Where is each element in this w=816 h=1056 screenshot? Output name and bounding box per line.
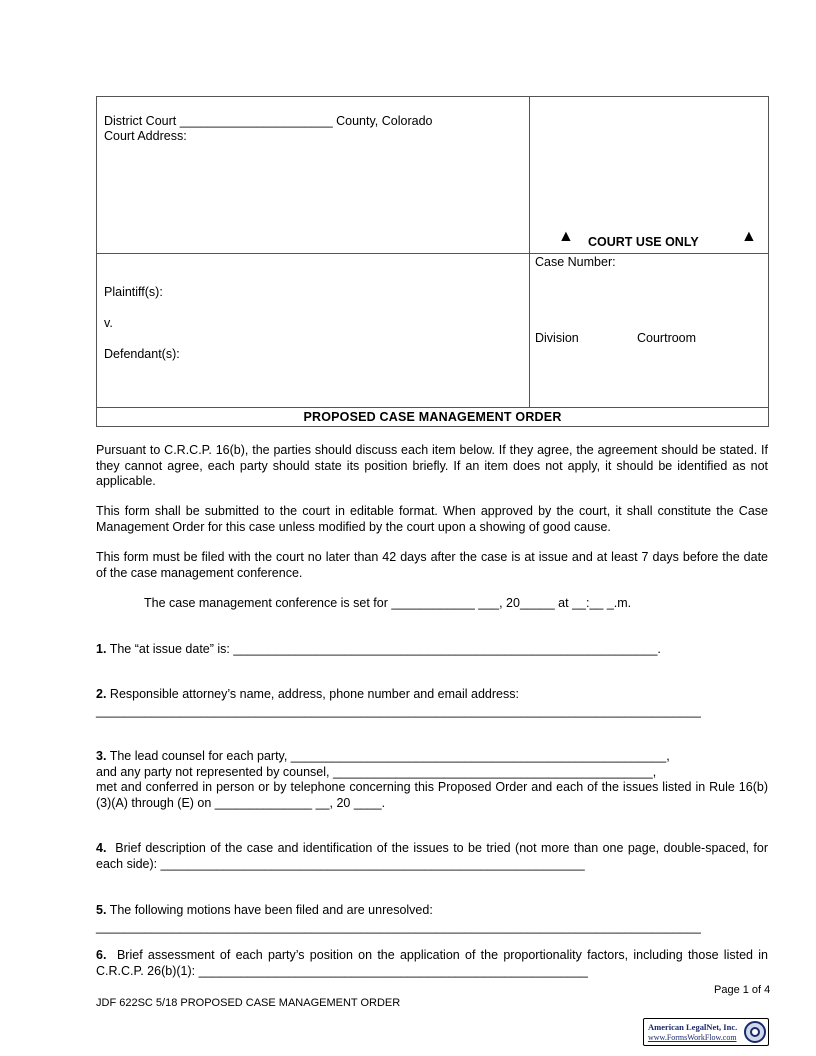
item-3-line-3: met and conferred in person or by telephone concerning this Proposed Order and each of the issues listed in Rule 16(b)(3)(A) through (E) on ______________ __, 20 ____. — [96, 780, 768, 810]
item-1-number: 1. — [96, 642, 107, 656]
item-1-text: The “at issue date” is: _____________________________________________________________. — [109, 642, 661, 656]
division-label: Division — [535, 331, 579, 345]
form-id: JDF 622SC 5/18 PROPOSED CASE MANAGEMENT ORDER — [96, 997, 401, 1009]
item-4-text: Brief description of the case and identification of the issues to be tried (not more than one page, double-spaced, for each side): _____________________________________________________________ — [96, 841, 768, 871]
item-2-text: Responsible attorney’s name, address, phone number and email address: — [109, 687, 519, 701]
court-address-label: Court Address: — [104, 129, 187, 143]
intro-paragraph-3: This form must be filed with the court no later than 42 days after the case is at issue and at least 7 days before the date of the case management conference. — [96, 550, 768, 580]
logo-name: American LegalNet, Inc. — [648, 1022, 738, 1032]
item-6-number: 6. — [96, 948, 107, 962]
courtroom-label: Courtroom — [637, 331, 697, 345]
item-5-blank-line: _______________________________________________________________________________________ — [96, 920, 701, 934]
plaintiffs-label: Plaintiff(s): — [104, 285, 163, 299]
intro-paragraph-1: Pursuant to C.R.C.P. 16(b), the parties should discuss each item below. If they agree, the agreement should be stated. If they cannot agree, each party should state its position briefly. If an item does not apply, it should be identified as not applicable. — [96, 443, 768, 488]
caption-divider-upper — [97, 253, 768, 254]
item-1 — [96, 642, 661, 657]
seal-icon — [744, 1021, 766, 1043]
item-2 — [96, 687, 519, 702]
publisher-logo[interactable] — [643, 1018, 769, 1046]
up-arrow-icon: ▲ — [558, 228, 574, 245]
item-6-text: Brief assessment of each party’s position on the application of the proportionality factors, including those listed in C.R.C.P. 26(b)(1): ________________________________________________________ — [96, 948, 768, 978]
page-number: Page 1 of 4 — [714, 984, 771, 996]
item-2-blank-line: _______________________________________________________________________________________ — [96, 704, 701, 718]
item-2-number: 2. — [96, 687, 107, 701]
district-court-line: District Court ______________________ County, Colorado — [104, 114, 433, 128]
item-3-text-1: The lead counsel for each party, ______________________________________________________, — [109, 749, 670, 763]
intro-paragraph-2: This form shall be submitted to the court in editable format. When approved by the court, it shall constitute the Case Management Order for this case unless modified by the court upon a showing of good cause. — [96, 504, 768, 534]
caption-divider-vertical — [529, 97, 530, 407]
case-number-label: Case Number: — [535, 255, 616, 269]
item-5 — [96, 903, 433, 918]
item-4 — [96, 841, 768, 872]
item-4-number: 4. — [96, 841, 107, 855]
item-3-line-1 — [96, 749, 670, 764]
form-title: PROPOSED CASE MANAGEMENT ORDER — [303, 410, 562, 424]
court-use-only-label: COURT USE ONLY — [588, 235, 699, 249]
item-5-number: 5. — [96, 903, 107, 917]
up-arrow-icon: ▲ — [741, 228, 757, 245]
item-5-text: The following motions have been filed and are unresolved: — [109, 903, 433, 917]
conference-date-line: The case management conference is set for ____________ ___, 20_____ at __:__ _.m. — [144, 596, 632, 610]
versus-label: v. — [104, 316, 113, 330]
logo-url[interactable]: www.FormsWorkFlow.com — [648, 1033, 737, 1042]
defendants-label: Defendant(s): — [104, 347, 180, 361]
item-3-number: 3. — [96, 749, 107, 763]
item-3-line-2: and any party not represented by counsel, ______________________________________________, — [96, 765, 657, 779]
caption-box — [96, 96, 769, 427]
item-6 — [96, 948, 768, 979]
